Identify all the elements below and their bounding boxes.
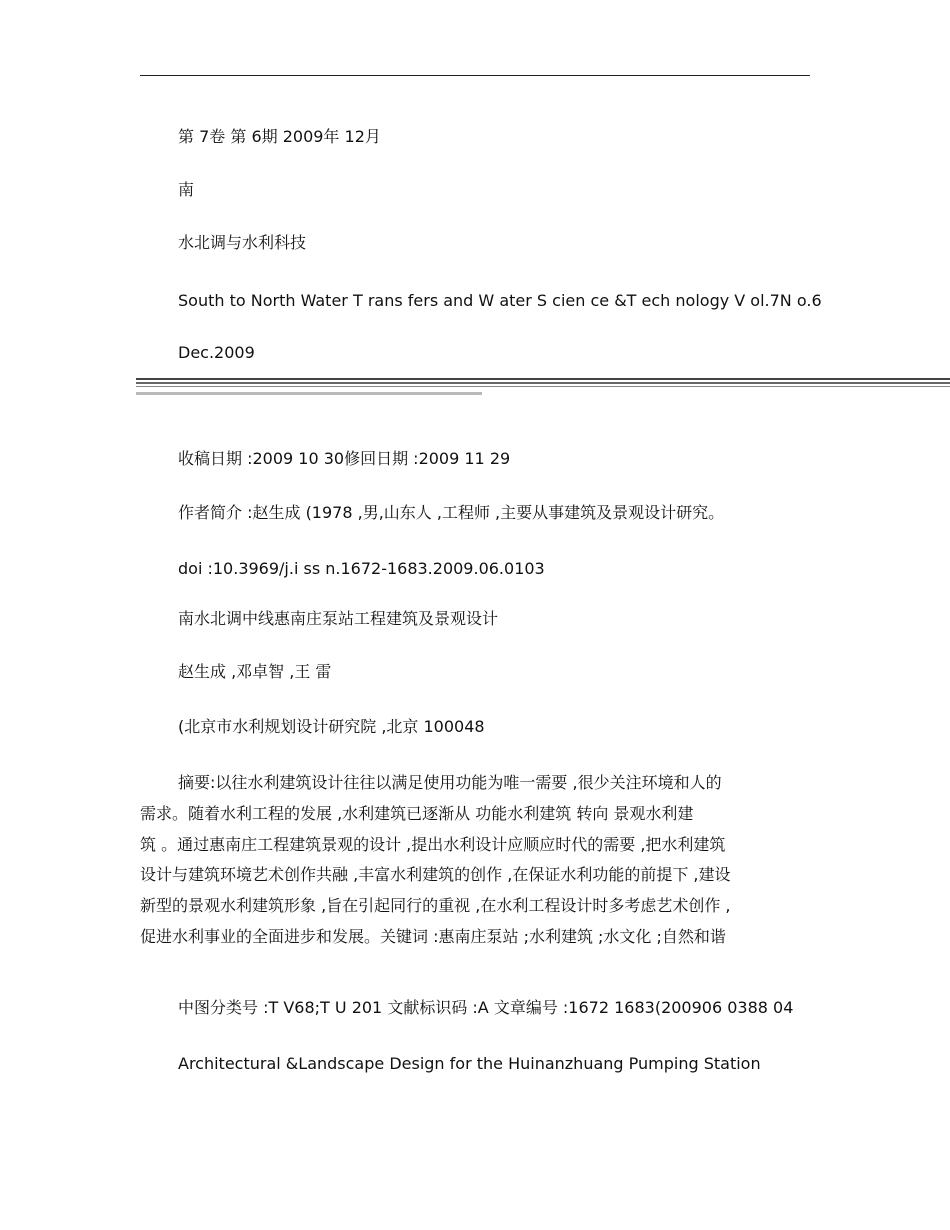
abstract-line: 新型的景观水利建筑形象 ,旨在引起同行的重视 ,在水利工程设计时多考虑艺术创作 , (140, 896, 731, 916)
header-short-rule (136, 392, 482, 395)
journal-title-en: South to North Water T rans fers and W ater S cien ce &T ech nology V ol.7N o.6 (178, 291, 822, 310)
article-title-en: Architectural &Landscape Design for the Huinanzhuang Pumping Station (178, 1054, 761, 1073)
classification: 中图分类号 :T V68;T U 201 文献标识码 :A 文章编号 :1672 1683(200906 0388 04 (178, 998, 794, 1017)
journal-title-cn-part1: 南 (178, 180, 195, 199)
article-title: 南水北调中线惠南庄泵站工程建筑及景观设计 (178, 609, 499, 628)
header-rules (136, 378, 950, 398)
header-rule-thick-2 (136, 382, 950, 384)
journal-date: Dec.2009 (178, 343, 255, 362)
doi: doi :10.3969/j.i ss n.1672-1683.2009.06.0103 (178, 559, 545, 578)
abstract (140, 768, 808, 953)
abstract-line: 需求。随着水利工程的发展 ,水利建筑已逐渐从 功能水利建筑 转向 景观水利建 (140, 803, 694, 823)
abstract-line: 摘要:以往水利建筑设计往往以满足使用功能为唯一需要 ,很少关注环境和人的 (178, 773, 722, 792)
abstract-line: 促进水利事业的全面进步和发展。关键词 :惠南庄泵站 ;水利建筑 ;水文化 ;自然和谐 (140, 926, 726, 946)
abstract-line: 设计与建筑环境艺术创作共融 ,丰富水利建筑的创作 ,在保证水利功能的前提下 ,建设 (140, 865, 731, 885)
author-bio: 作者简介 :赵生成 (1978 ,男,山东人 ,工程师 ,主要从事建筑及景观设计研究。 (178, 503, 725, 522)
received-date: 收稿日期 :2009 10 30修回日期 :2009 11 29 (178, 449, 511, 468)
header-rule-thin (136, 386, 950, 387)
header-rule-thick-1 (136, 378, 950, 380)
authors: 赵生成 ,邓卓智 ,王 雷 (178, 662, 332, 681)
journal-issue: 第 7卷 第 6期 2009年 12月 (178, 127, 381, 146)
journal-title-cn-part2: 水北调与水利科技 (178, 233, 307, 252)
affiliation: (北京市水利规划设计研究院 ,北京 100048 (178, 717, 485, 736)
top-rule (140, 75, 810, 76)
abstract-line: 筑 。通过惠南庄工程建筑景观的设计 ,提出水利设计应顺应时代的需要 ,把水利建筑 (140, 834, 726, 854)
